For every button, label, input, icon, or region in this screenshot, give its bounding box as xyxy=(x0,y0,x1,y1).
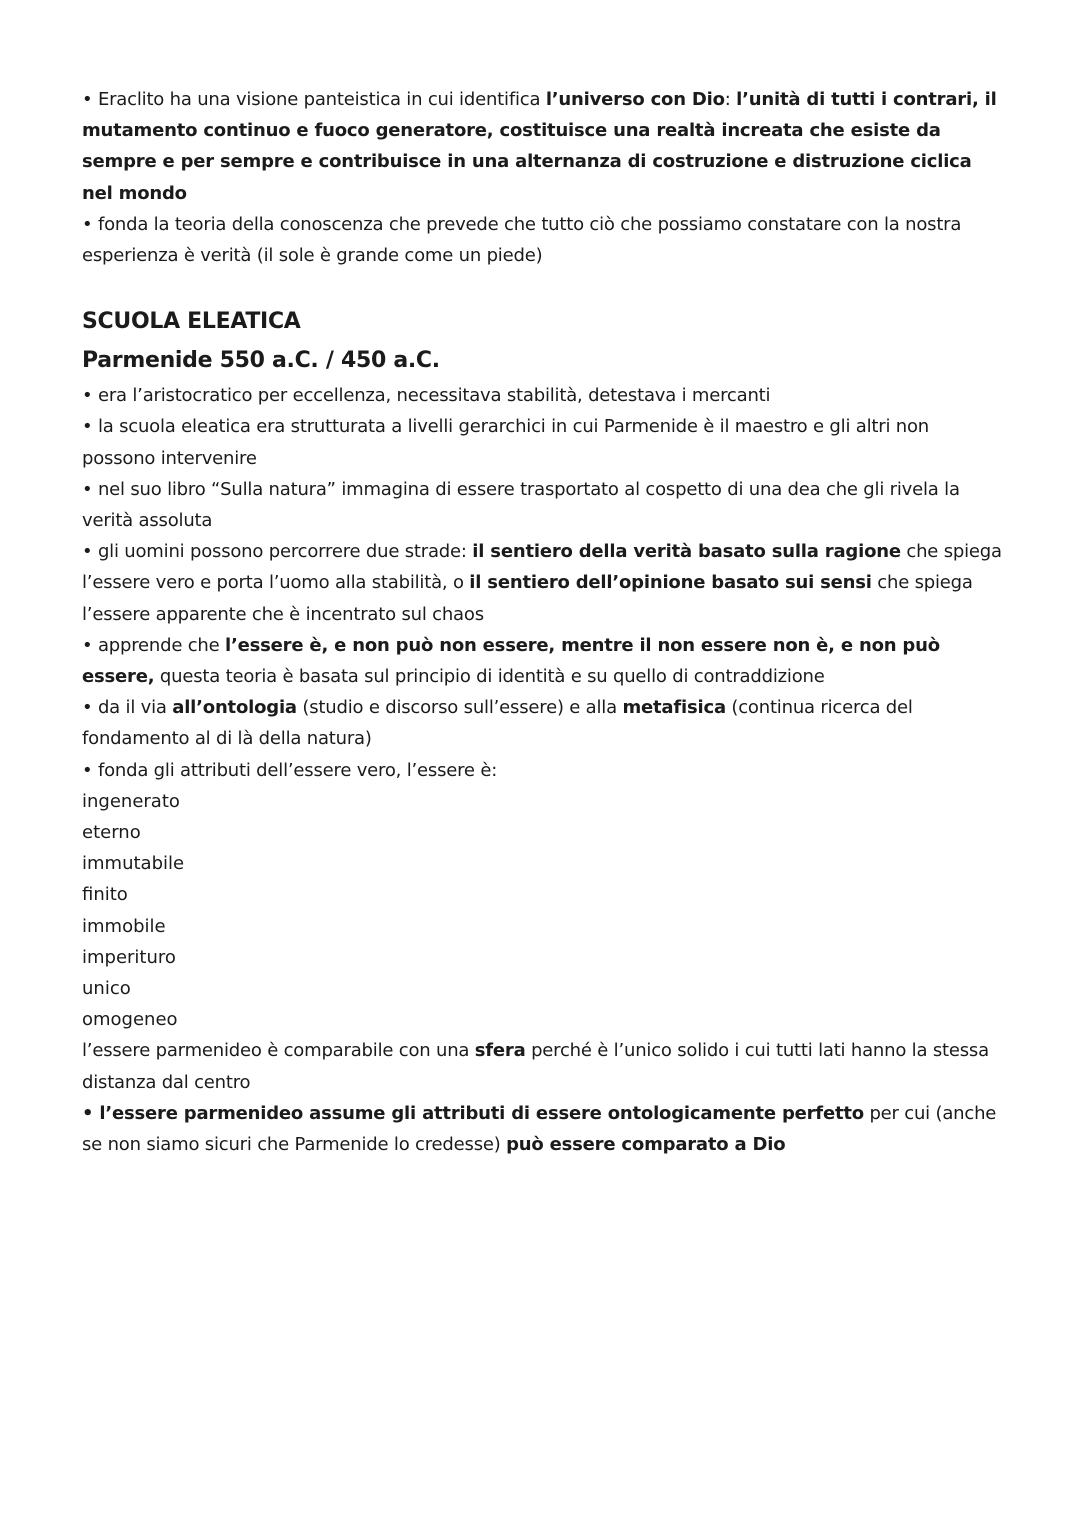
parmenide-paragraph-6 xyxy=(82,692,1002,754)
text-span: • da il via xyxy=(82,697,173,719)
text-span: (continua ricerca del fondamento al di là della natura) xyxy=(82,697,913,750)
attribute-item: immutabile xyxy=(82,853,185,875)
eraclito-paragraph-2: • fonda la teoria della conoscenza che prevede che tutto ciò che possiamo constatare con la nostra esperienza è verità (il sole è grande come un piede) xyxy=(82,213,962,267)
bold-span: il sentiero dell’opinione basato sui sensi xyxy=(469,572,872,594)
parmenide-paragraph-8 xyxy=(82,1035,1002,1097)
section-spacer xyxy=(82,271,1002,302)
attribute-item: finito xyxy=(82,884,128,906)
bold-span: metafisica xyxy=(622,697,726,719)
bold-span: l’universo con Dio xyxy=(545,89,725,110)
attribute-item: ingenerato xyxy=(82,790,180,812)
bold-span: all’ontologia xyxy=(172,697,297,719)
text-span: • apprende che xyxy=(82,634,226,656)
text-span: : xyxy=(724,89,737,110)
parmenide-paragraph-3: • nel suo libro “Sulla natura” immagina di essere trasportato al cospetto di una dea che gli rivela la verità assoluta xyxy=(82,478,960,532)
parmenide-paragraph-5 xyxy=(82,630,1002,692)
text-span: che spiega l’essere vero e porta l’uomo alla stabilità, o xyxy=(82,541,1002,594)
attribute-item: unico xyxy=(82,978,131,1000)
section-title: SCUOLA ELEATICA xyxy=(82,309,301,335)
bold-span: il sentiero della verità basato sulla ragione xyxy=(472,541,901,563)
attribute-item: immobile xyxy=(82,915,166,937)
bold-span: può essere comparato a Dio xyxy=(506,1134,786,1156)
bold-span: sfera xyxy=(474,1040,526,1062)
attribute-item: eterno xyxy=(82,822,141,844)
parmenide-paragraph-1: • era l’aristocratico per eccellenza, necessitava stabilità, detestava i mercanti xyxy=(82,385,771,407)
text-span: • gli uomini possono percorrere due strade: xyxy=(82,541,473,563)
parmenide-paragraph-9 xyxy=(82,1098,1002,1160)
bold-span: • l’essere parmenideo assume gli attributi di essere ontologicamente perfetto xyxy=(82,1102,864,1124)
parmenide-paragraph-2: • la scuola eleatica era strutturata a livelli gerarchici in cui Parmenide è il maestro e gli altri non possono intervenire xyxy=(82,416,930,469)
attribute-item: omogeneo xyxy=(82,1009,178,1031)
text-span: perché è l’unico solido i cui tutti lati hanno la stessa distanza dal centro xyxy=(82,1040,989,1093)
text-span: (studio e discorso sull’essere) e alla xyxy=(296,697,623,719)
attributes-list xyxy=(82,786,1002,1036)
text-span: • Eraclito ha una visione panteistica in cui identifica xyxy=(82,89,546,110)
attribute-item: imperituro xyxy=(82,946,176,968)
parmenide-paragraph-4 xyxy=(82,536,1002,630)
section-subtitle: Parmenide 550 a.C. / 450 a.C. xyxy=(82,348,440,374)
text-span: l’essere parmenideo è comparabile con una xyxy=(82,1040,475,1062)
text-span: che spiega l’essere apparente che è incentrato sul chaos xyxy=(82,572,973,625)
text-span: questa teoria è basata sul principio di identità e su quello di contraddizione xyxy=(154,666,825,688)
text-span: per cui (anche se non siamo sicuri che Parmenide lo credesse) xyxy=(82,1102,997,1156)
eraclito-paragraph-1 xyxy=(82,84,1002,209)
bold-span: l’essere è, e non può non essere, mentre il non essere non è, e non può essere, xyxy=(82,634,940,688)
bold-span: l’unità di tutti i contrari, il mutamento continuo e fuoco generatore, costituisce una realtà increata che esiste da sempre e per sempre e contribuisce in una alternanza di costruzione e distruzione ciclica nel mondo xyxy=(82,89,997,204)
parmenide-paragraph-7: • fonda gli attributi dell’essere vero, l’essere è: xyxy=(82,759,498,781)
document-page xyxy=(82,84,1002,1160)
